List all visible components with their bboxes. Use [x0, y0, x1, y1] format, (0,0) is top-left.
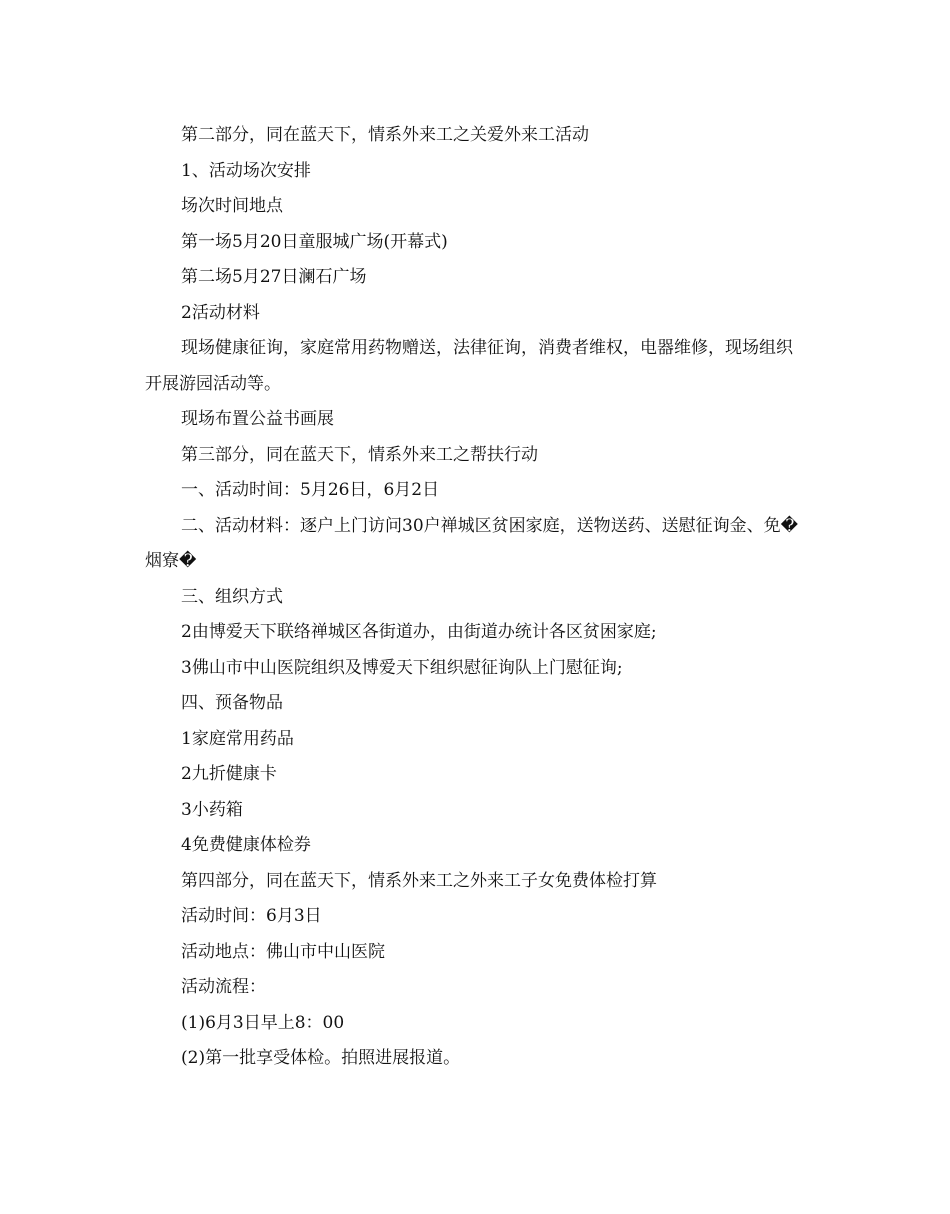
- paragraph: 1、活动场次安排: [181, 160, 311, 181]
- list-item: 3小药箱: [181, 799, 243, 820]
- document-body: [145, 118, 805, 1077]
- paragraph: 四、预备物品: [181, 693, 283, 713]
- list-item: 2九折健康卡: [181, 764, 277, 784]
- list-item: (1)6月3日早上8：00: [181, 1012, 345, 1033]
- paragraph: 活动地点：佛山市中山医院: [181, 941, 385, 962]
- paragraph: 活动时间：6月3日: [181, 906, 322, 926]
- paragraph: 2由博爱天下联络禅城区各街道办，由街道办统计各区贫困家庭;: [181, 622, 657, 642]
- list-item: (2)第一批享受体检。拍照进展报道。: [181, 1048, 461, 1068]
- list-item: 4免费健康体检券: [181, 835, 311, 855]
- paragraph: 3佛山市中山医院组织及博爱天下组织慰征询队上门慰征询;: [181, 657, 623, 678]
- paragraph: 第一场5月20日童服城广场(开幕式): [181, 231, 448, 252]
- section-heading-part-two: 第二部分，同在蓝天下，情系外来工之关爱外来工活动: [181, 125, 589, 145]
- paragraph: 2活动材料: [181, 302, 260, 323]
- section-heading-part-four: 第四部分，同在蓝天下，情系外来工之外来工子女免费体检打算: [181, 870, 657, 891]
- paragraph: 一、活动时间：5月26日，6月2日: [181, 480, 440, 500]
- list-item: 1家庭常用药品: [181, 728, 294, 749]
- paragraph: 活动流程：: [181, 977, 266, 997]
- paragraph: 二、活动材料：逐户上门访问30户禅城区贫困家庭，送物送药、送慰征询金、免�烟寮�: [145, 515, 799, 571]
- paragraph: 场次时间地点: [181, 196, 283, 216]
- paragraph: 三、组织方式: [181, 586, 283, 607]
- paragraph: 现场布置公益书画展: [181, 409, 334, 429]
- paragraph: 第二场5月27日澜石广场: [181, 267, 367, 287]
- paragraph: 现场健康征询，家庭常用药物赠送，法律征询，消费者维权，电器维修，现场组织开展游园活动等。: [145, 338, 793, 394]
- section-heading-part-three: 第三部分，同在蓝天下，情系外来工之帮扶行动: [181, 444, 538, 465]
